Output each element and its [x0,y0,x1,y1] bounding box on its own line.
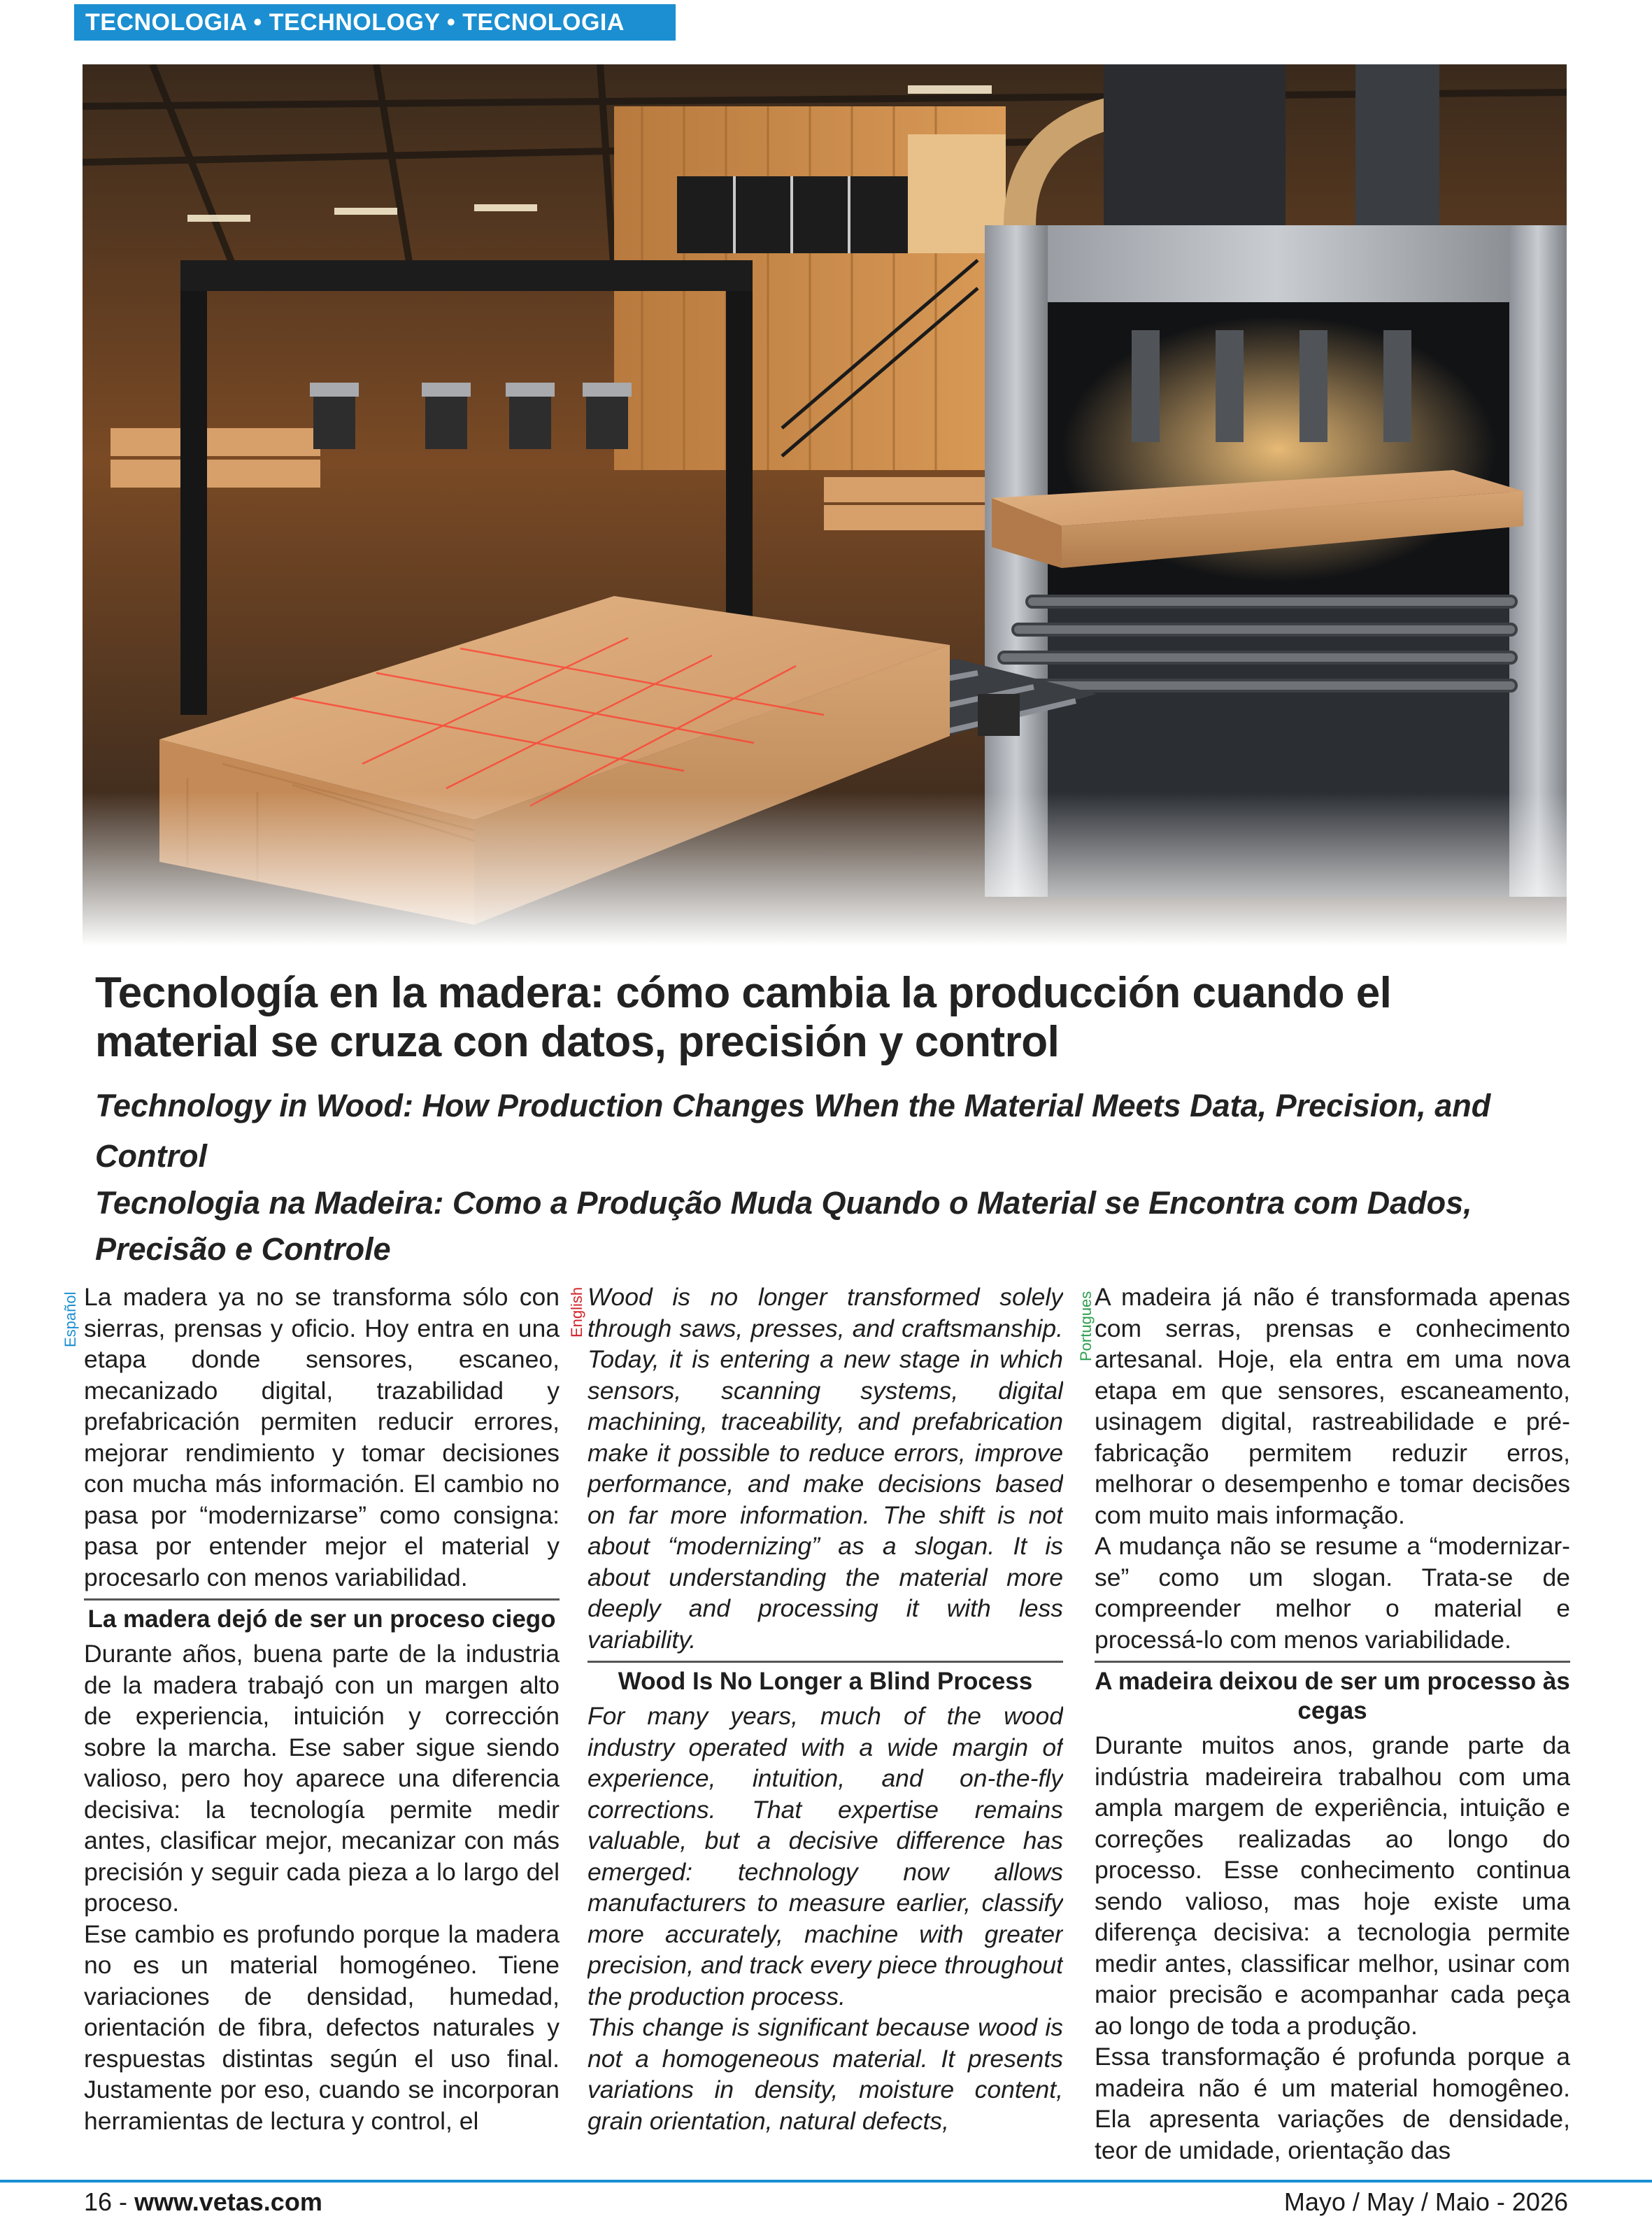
paragraph: A mudança não se resume a “modernizar-se” como um slogan. Trata-se de compreender melhor o material e processá-lo com menos variabilidade. [1095,1532,1570,1654]
language-label-english: English [568,1286,585,1337]
language-label-spanish: Español [62,1291,79,1347]
issue-date: Mayo / May / Maio - 2026 [1283,2187,1568,2216]
article-column-spanish [84,1282,560,2180]
paragraph: Durante años, buena parte de la industria de la madera trabajó con un margen alto de experiencia, intuición y corrección sobre la marcha. Ese saber sigue siendo valioso, pero hoy aparece una diferencia decisiva: la tecnología permite medir antes, clasificar mejor, mecanizar con más precisión y seguir cada pieza a lo largo del proceso. [84,1640,560,1917]
paragraph: This change is significant because wood is not a homogeneous material. It presents variations in density, moisture content, grain orientation, natural defects, [588,2013,1063,2135]
page-number: 16 - [84,2187,128,2216]
subhead-english: Technology in Wood: How Production Changes When the Material Meets Data, Precision, and Control [95,1088,1491,1174]
headline: Tecnología en la madera: cómo cambia la producción cuando el material se cruza con datos, precisión y control [95,969,1392,1066]
paragraph: La madera ya no se transforma sólo con sierras, prensas y oficio. Hoy entra en una etapa donde sensores, escaneo, mecanizado digital, trazabilidad y prefabricación permiten reducir errores, mejorar rendimiento y tomar decisiones con mucha más información. El cambio no pasa por “modernizarse” como consigna: pasa por entender mejor el material y procesarlo con menos variabilidad. [84,1283,560,1591]
paragraph: Wood is no longer transformed solely through saws, presses, and craftsmanship. Today, it is entering a new stage in which sensors, scanning systems, digital machining, traceability, and prefabrication make it possible to reduce errors, improve performance, and make decisions based on far more information. The shift is not about “modernizing” as a slogan. It is about understanding the material more deeply and processing it with less variability. [588,1283,1063,1654]
section-heading: Wood Is No Longer a Blind Process [588,1661,1063,1696]
article-column-portuguese [1095,1282,1570,2180]
paragraph: A madeira já não é transformada apenas com serras, prensas e conhecimento artesanal. Hoje, ela entra em uma nova etapa em que sensores, escaneamento, usinagem digital, rastreabilidade e pré-fabricação permitem reduzir erros, melhorar o desempenho e tomar decisões com muito mais informação. [1095,1283,1570,1529]
site-link[interactable]: www.vetas.com [134,2187,322,2216]
hero-photo-wood-processing-line [83,64,1567,946]
paragraph: Durante muitos anos, grande parte da indústria madeireira trabalhou com uma ampla margem de experiência, intuição e correções realizadas ao longo do processo. Esse conhecimento continua sendo valioso, mas hoje existe uma diferença decisiva: a tecnologia permite medir antes, classificar melhor, usinar com maior precisão e acompanhar cada peça ao longo de toda a produção. [1095,1731,1570,2040]
article-column-english [588,1282,1063,2180]
section-heading: A madeira deixou de ser um processo às cegas [1095,1661,1570,1726]
paragraph: Essa transformação é profunda porque a madeira não é um material homogêneo. Ela apresenta variações de densidade, teor de umidade, orientação das [1095,2043,1570,2164]
paragraph: Ese cambio es profundo porque la madera no es un material homogéneo. Tiene variaciones de densidad, humedad, orientación de fibra, defectos naturales y respuestas distintas según el uso final. Justamente por eso, cuando se incorporan herramientas de lectura y control, el [84,1920,560,2135]
footer-page-info [84,2187,322,2218]
section-heading: La madera dejó de ser un proceso ciego [84,1598,560,1634]
footer-rule [0,2180,1652,2183]
subhead-portuguese: Tecnologia na Madeira: Como a Produção Muda Quando o Material se Encontra com Dados, Precisão e Controle [95,1185,1472,1267]
section-tag: TECNOLOGIA • TECHNOLOGY • TECNOLOGIA [74,4,676,41]
paragraph: For many years, much of the wood industry operated with a wide margin of experience, intuition, and on-the-fly corrections. That expertise remains valuable, but a decisive difference has emerged: technology now allows manufacturers to measure earlier, classify more accurately, machine with greater precision, and track every piece throughout the production process. [588,1702,1063,2010]
language-label-portuguese: Portugues [1077,1291,1095,1361]
